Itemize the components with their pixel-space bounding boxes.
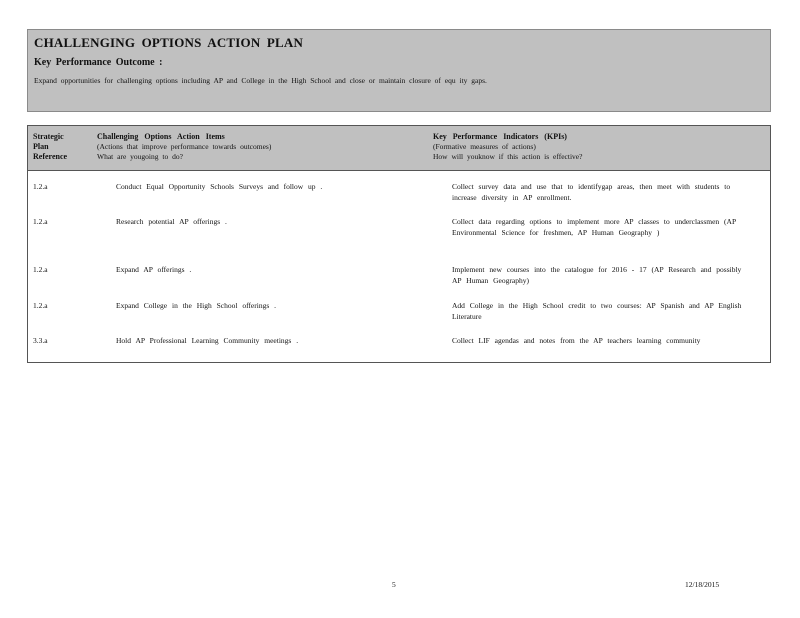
row-ref: 1.2.a: [33, 182, 48, 191]
row-action: Research potential AP offerings .: [116, 217, 227, 226]
header-ref-line2: Plan: [33, 142, 49, 151]
row-kpi: Implement new courses into the catalogue for 2016 - 17 (AP Research and possibly AP Human Geography): [452, 265, 742, 285]
row-kpi: Collect data regarding options to implement more AP classes to underclassmen (AP Environmental Science for freshmen, AP Human Geography ): [452, 217, 736, 237]
header-kpi: [433, 132, 582, 162]
header-kpi-title: Key Performance Indicators (KPIs): [433, 132, 567, 141]
plan-header: [27, 29, 771, 112]
row-action: Expand AP offerings .: [116, 265, 192, 274]
kpo-label: Key Performance Outcome :: [34, 57, 163, 68]
page-number: 5: [392, 580, 396, 589]
action-plan-table: [27, 125, 771, 363]
row-kpi: Collect survey data and use that to identifygap areas, then meet with students to increase diversity in AP enrollment.: [452, 182, 731, 202]
row-action: Expand College in the High School offerings .: [116, 301, 277, 310]
header-action-title: Challenging Options Action Items: [97, 132, 225, 141]
header-ref-line1: Strategic: [33, 132, 64, 141]
header-action: [97, 132, 271, 162]
row-ref: 1.2.a: [33, 301, 48, 310]
page-title: CHALLENGING OPTIONS ACTION PLAN: [34, 35, 304, 50]
row-ref: 3.3.a: [33, 336, 48, 345]
row-action: Hold AP Professional Learning Community meetings .: [116, 336, 299, 345]
header-ref-line3: Reference: [33, 152, 68, 161]
kpo-text: Expand opportunities for challenging options including AP and College in the High School and close or maintain closure of equ ity gaps.: [34, 76, 487, 85]
header-kpi-sub2: How will youknow if this action is effective?: [433, 152, 583, 161]
table-header: [28, 126, 770, 171]
row-action: Conduct Equal Opportunity Schools Surveys and follow up .: [116, 182, 323, 191]
row-ref: 1.2.a: [33, 265, 48, 274]
row-kpi: Add College in the High School credit to two courses: AP Spanish and AP English Literature: [452, 301, 742, 321]
header-ref: [33, 132, 67, 162]
header-action-sub2: What are yougoing to do?: [97, 152, 183, 161]
header-kpi-sub1: (Formative measures of actions): [433, 142, 536, 151]
header-action-sub1: (Actions that improve performance towards outcomes): [97, 142, 272, 151]
footer-date: 12/18/2015: [685, 580, 720, 589]
row-kpi: Collect LIF agendas and notes from the AP teachers learning community: [452, 336, 701, 345]
row-ref: 1.2.a: [33, 217, 48, 226]
